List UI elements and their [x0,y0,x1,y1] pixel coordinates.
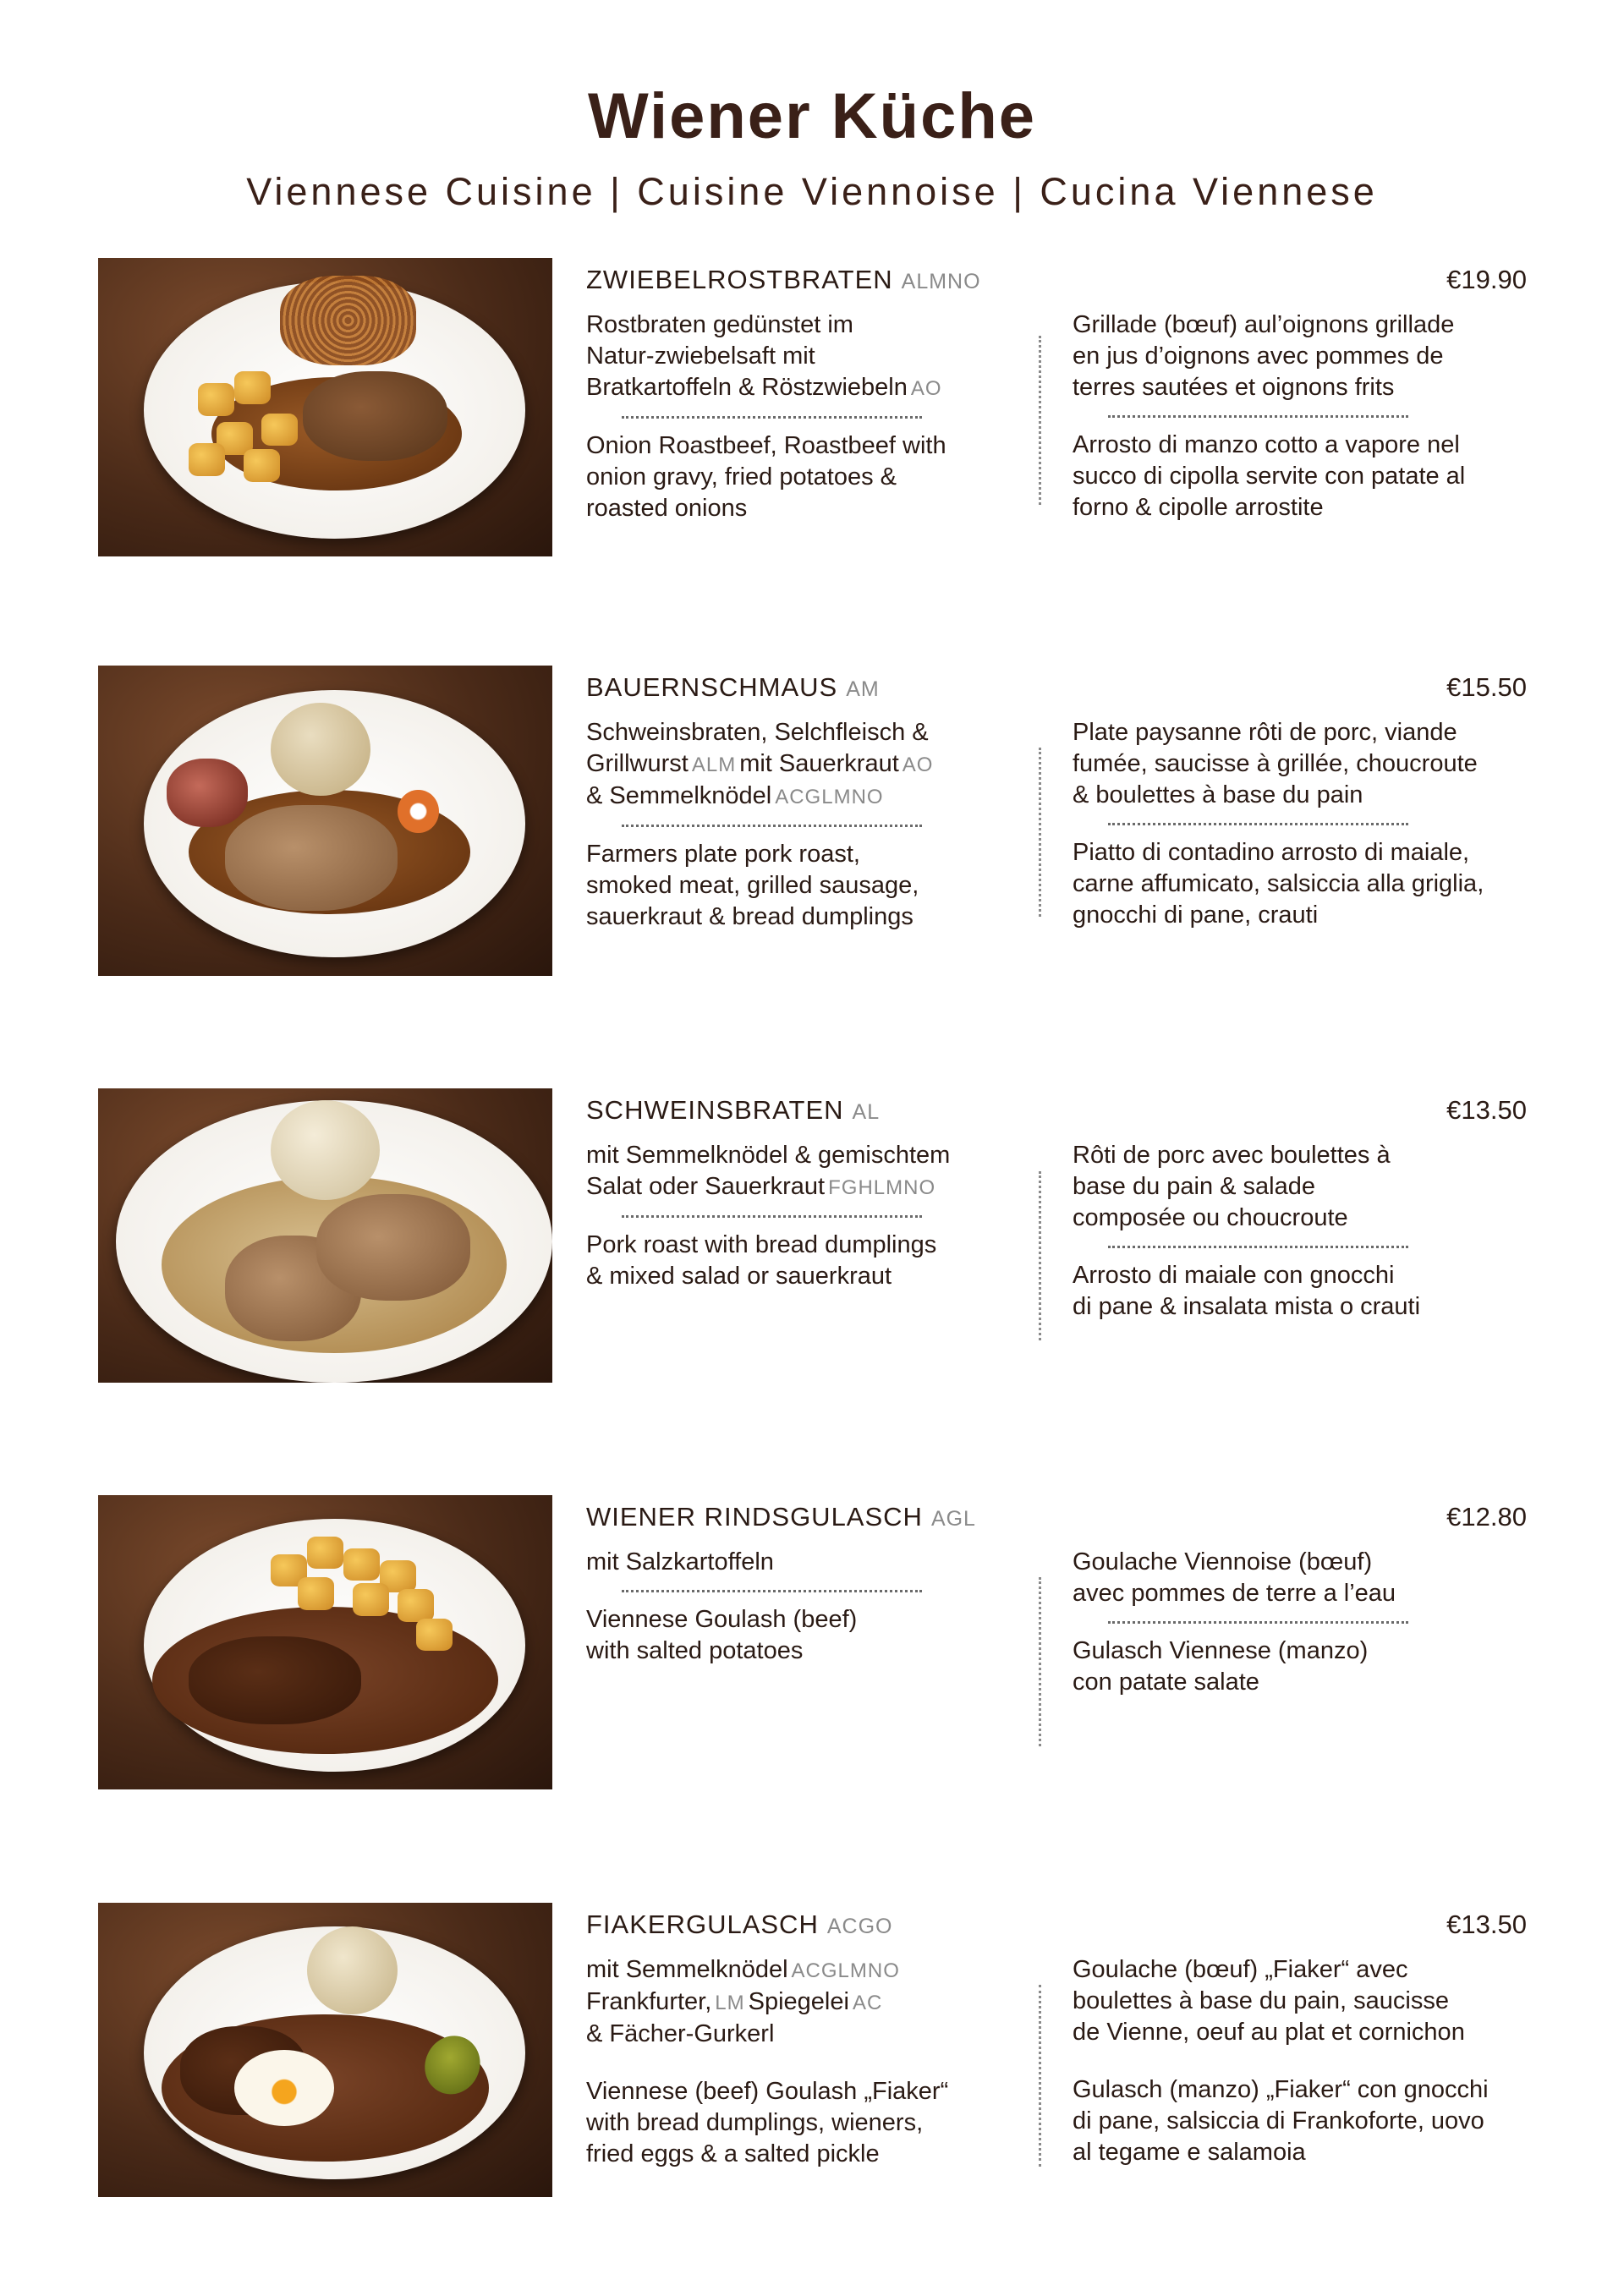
vertical-divider [1039,1985,1041,2167]
dish-name: FIAKERGULASCH ACGO [586,1910,893,1939]
vertical-divider [1039,1171,1041,1340]
page-title: Wiener Küche [587,80,1037,152]
allergen-code: ACGO [826,1915,893,1938]
allergen-code: AL [852,1100,881,1124]
description-german-english: Schweinsbraten, Selchfleisch & Grillwurst ALM mit Sauerkraut AO & Semmelknödel ACGLMNO Farmers plate pork roast, smoked meat, grilled sausage, sauerkraut & bread dumplings [586,719,934,930]
page-subtitle: Viennese Cuisine | Cuisine Viennoise | Cucina Viennese [246,170,1378,213]
dotted-divider [1108,415,1408,418]
description-french-italian: Goulache Viennoise (bœuf) avec pommes de terre a l’eau Gulasch Viennese (manzo) con patate salate [1073,1547,1546,1698]
allergen-code: AM [846,677,880,701]
allergen-code: AO [902,753,934,776]
dish-photo [98,258,552,556]
dotted-divider [622,1215,922,1218]
dish-photo [98,1495,552,1789]
allergen-code: LM [715,1992,745,2014]
allergen-code: AC [852,1992,883,2014]
description-german-english: mit Salzkartoffeln Viennese Goulash (beef) with salted potatoes [586,1547,1026,1667]
dotted-divider [1108,1621,1408,1624]
menu-header [0,80,1624,213]
description-french-italian: Goulache (bœuf) „Fiaker“ avec boulettes à base du pain, saucisse de Vienne, oeuf au plat et cornichon Gulasch (manzo) „Fiaker“ con gnocchi di pane, salsiccia di Frankoforte, uovo al tegame e salamoia [1073,1956,1489,2166]
dish-name: WIENER RINDSGULASCH AGL [586,1502,976,1532]
dish-price: €13.50 [1446,1910,1527,1939]
allergen-code: ALM [691,753,737,776]
allergen-code: FGHLMNO [828,1176,936,1199]
description-german-english: Rostbraten gedünstet im Natur-zwiebelsaft mit Bratkartoffeln & Röstzwiebeln AO Onion Roastbeef, Roastbeef with onion gravy, fried potatoes & roasted onions [586,311,946,522]
dotted-divider [1108,823,1408,825]
allergen-code: ACGLMNO [791,1959,900,1982]
dish-name: ZWIEBELROSTBRATEN ALMNO [586,265,981,294]
dotted-divider [1108,1246,1408,1248]
description-french-italian: Grillade (bœuf) aul’oignons grillade en jus d’oignons avec pommes de terres sautées et oignons frits Arrosto di manzo cotto a vapore nel succo di cipolla servite con patate al forno & cipolle arrostite [1073,311,1466,521]
vertical-divider [1039,1577,1041,1746]
vertical-divider [1039,336,1041,505]
allergen-code: ALMNO [901,270,981,293]
dish-name: BAUERNSCHMAUS AM [586,672,880,702]
description-german-english: mit Semmelknödel & gemischtem Salat oder Sauerkraut FGHLMNO Pork roast with bread dumplings & mixed salad or sauerkraut [586,1142,951,1290]
description-french-italian: Rôti de porc avec boulettes à base du pain & salade composée ou choucroute Arrosto di maiale con gnocchi di pane & insalata mista o crauti [1073,1142,1421,1320]
dish-price: €19.90 [1446,265,1527,294]
dish-photo [98,666,552,976]
allergen-code: AO [910,377,942,400]
allergen-code: ACGLMNO [775,786,884,808]
description-french-italian: Plate paysanne rôti de porc, viande fumée, saucisse à grillée, choucroute & boulettes à base du pain Piatto di contadino arrosto di maiale, carne affumicato, salsiccia alla griglia, gnocchi di pane, crauti [1073,719,1484,929]
dotted-divider [622,1590,922,1592]
vertical-divider [1039,748,1041,917]
allergen-code: AGL [930,1507,976,1531]
dish-price: €12.80 [1446,1502,1527,1532]
dish-photo [98,1903,552,2197]
description-german-english: mit Semmelknödel ACGLMNO Frankfurter, LM Spiegelei AC & Fächer-Gurkerl Viennese (beef) Goulash „Fiaker“ with bread dumplings, wieners, fried eggs & a salted pickle [586,1956,949,2167]
dotted-divider [622,416,922,419]
dish-photo [98,1088,552,1383]
dish-price: €15.50 [1446,672,1527,702]
dish-price: €13.50 [1446,1095,1527,1125]
dish-name: SCHWEINSBRATEN AL [586,1095,881,1125]
dotted-divider [622,825,922,827]
